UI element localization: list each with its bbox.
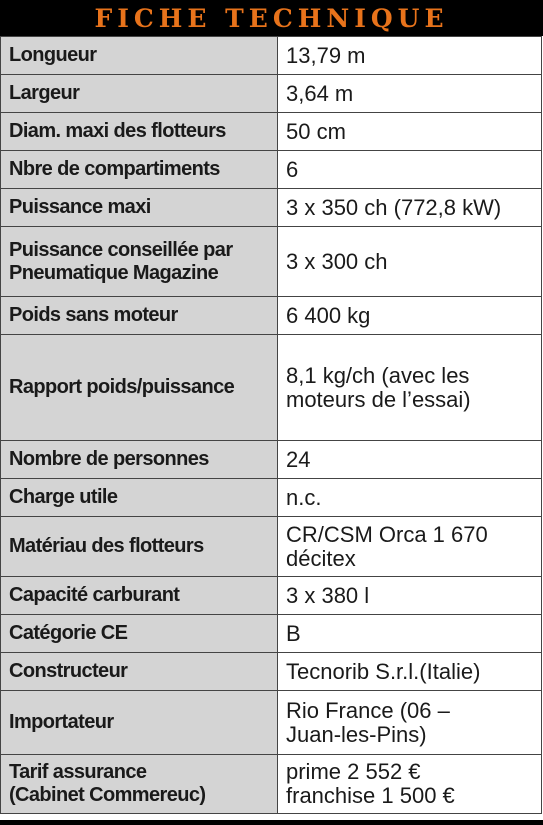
table-row	[1, 615, 542, 653]
row-label: Diam. maxi des flotteurs	[1, 113, 278, 151]
table-row	[1, 335, 542, 441]
row-label: Tarif assurance (Cabinet Commereuc)	[1, 755, 278, 814]
row-label: Nombre de personnes	[1, 441, 278, 479]
table-row	[1, 577, 542, 615]
row-label: Catégorie CE	[1, 615, 278, 653]
row-value: 13,79 m	[278, 37, 542, 75]
row-label: Matériau des flotteurs	[1, 517, 278, 577]
row-value: 8,1 kg/ch (avec les moteurs de l’essai)	[278, 335, 542, 441]
table-row	[1, 113, 542, 151]
row-label: Nbre de compartiments	[1, 151, 278, 189]
table-row	[1, 691, 542, 755]
table-row	[1, 479, 542, 517]
table-row	[1, 189, 542, 227]
row-value: prime 2 552 € franchise 1 500 €	[278, 755, 542, 814]
table-row	[1, 37, 542, 75]
table-row	[1, 227, 542, 297]
table-row	[1, 517, 542, 577]
row-value: 6 400 kg	[278, 297, 542, 335]
row-label: Puissance conseillée par Pneumatique Magazine	[1, 227, 278, 297]
row-value: CR/CSM Orca 1 670 décitex	[278, 517, 542, 577]
row-value: Rio France (06 – Juan-les-Pins)	[278, 691, 542, 755]
spec-table	[0, 36, 542, 814]
table-row	[1, 75, 542, 113]
row-value: 50 cm	[278, 113, 542, 151]
row-value: n.c.	[278, 479, 542, 517]
row-value: Tecnorib S.r.l.(Italie)	[278, 653, 542, 691]
row-value: 24	[278, 441, 542, 479]
row-value: 3 x 350 ch (772,8 kW)	[278, 189, 542, 227]
row-label: Largeur	[1, 75, 278, 113]
bottom-rule	[0, 820, 543, 825]
table-row	[1, 653, 542, 691]
row-label: Capacité carburant	[1, 577, 278, 615]
row-value: 6	[278, 151, 542, 189]
row-label: Poids sans moteur	[1, 297, 278, 335]
row-value: 3 x 300 ch	[278, 227, 542, 297]
table-row	[1, 755, 542, 814]
sheet-title: FICHE TECHNIQUE	[94, 3, 449, 33]
row-label: Importateur	[1, 691, 278, 755]
row-value: 3 x 380 l	[278, 577, 542, 615]
row-label: Constructeur	[1, 653, 278, 691]
table-row	[1, 441, 542, 479]
row-label: Rapport poids/puissance	[1, 335, 278, 441]
table-row	[1, 297, 542, 335]
row-value: B	[278, 615, 542, 653]
row-value: 3,64 m	[278, 75, 542, 113]
table-row	[1, 151, 542, 189]
title-bar	[0, 0, 543, 36]
row-label: Longueur	[1, 37, 278, 75]
row-label: Charge utile	[1, 479, 278, 517]
row-label: Puissance maxi	[1, 189, 278, 227]
